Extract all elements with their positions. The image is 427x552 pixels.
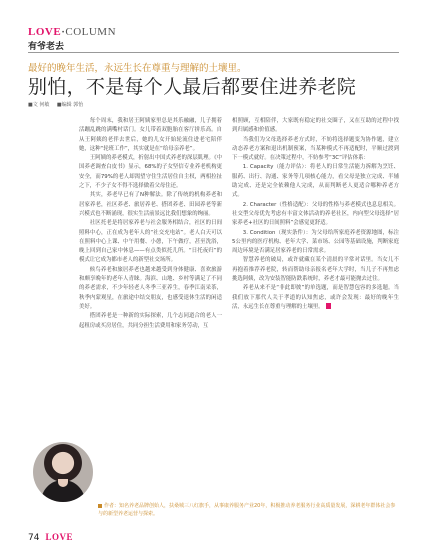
author-portrait bbox=[33, 442, 93, 502]
author-note bbox=[98, 502, 398, 518]
end-mark-icon bbox=[326, 303, 331, 309]
magazine-column-header bbox=[28, 26, 116, 38]
closing-paragraph bbox=[232, 284, 399, 312]
byline-author: ■文 何敏 bbox=[28, 102, 50, 108]
right-column bbox=[232, 117, 399, 312]
left-column bbox=[79, 117, 222, 331]
paragraph: 其实，养老早已有了N种解法。除了传统的机构养老和居家养老，社区养老、旅居养老、搭团养老、田园养老等新兴模式也不断涌现，很实生活前景远比我们想象的绚丽。 bbox=[79, 192, 222, 217]
paragraph: 候鸟养老和旅居养老也越来越受到身体健康、喜欢旅游和颇享晚年的老年人青睐。海滨、山地、乡村等满足了不同的养老需求，不少年轻老人冬季三亚养生，春季江南采茶，秋季内蒙观星，在旅途中结交朋友，也感受退休生活的闲适美好。 bbox=[79, 266, 222, 310]
page-number: 74 bbox=[28, 533, 40, 543]
paragraph: 智慧养老的破局，或许就藏在某个清晨的平常对话里。当女儿不再抱着推荐养老院，转而帮助母亲报名老年大学时，当儿子不再焦虑挑选阿姨，改为安装智能防跌系统时，养老才最可能抛去过往。 bbox=[232, 257, 399, 283]
header-divider bbox=[28, 52, 399, 53]
footer-magazine-name: LOVE bbox=[45, 532, 73, 542]
paragraph: 社区托老是将居家养老与社会服务相结合，社区的日间照料中心，正在成为老年人的“社交充电站”。老人白天可以在照料中心上课、中午用餐、小憩，下午做疗，甚至洗浴，晚上回到自己家中休息——有点类似托儿所。“日托夜归”的模式让它成为都市老人的新型社交场所。 bbox=[79, 220, 222, 264]
paragraph: 王阿姨的养老模式，折射出中国式养老的深层肌理。《中国养老调查白皮书》显示，68%的子女坚信专业养老机构更安全，而79%的老人却渴望守住生活居住自主权，两相拉扯之下，不少子女不得不选择做着父母住还。 bbox=[79, 155, 222, 190]
paragraph-text: 养老从来不是“非此即彼”的单选题，而是智慧包容的多选题。当我们放下那代人关于孝道的认知焦虑，或许会发现：最好的晚年生活，永远生长在尊重与理解的土壤里。 bbox=[232, 285, 399, 310]
paragraph: 3. Condition（现实条件）：为父母给所家庭养老资源地图，标注5公里内的医疗机构、老年大学、菜市场、公园等基础设施，判断家庭周边环境是否满足居家养老的日常需求。 bbox=[232, 229, 399, 255]
header-separator: · bbox=[61, 26, 66, 38]
author-note-text: 作者：知名养老品牌创始人，扶桑城三八红旗手，从事康养服务产业20年，积极推动养老服务行业高质量发展，深耕老年群体社会参与的新型养老运营与探索。 bbox=[98, 503, 396, 517]
page-footer bbox=[28, 532, 73, 543]
paragraph: 1. Capacity（能力评估）：将老人的日常生活能力拆解为烹饪、服药、出行、沟通、家务等几项核心能力，看父母是独立完成、半辅助完成、还是完全依赖他人完成，从而判断老人更适合哪种养老方式。 bbox=[232, 164, 399, 199]
article-title: 别怕，不是每个人最后都要住进养老院 bbox=[28, 76, 357, 98]
byline bbox=[28, 101, 89, 108]
column-label: COLUMN bbox=[65, 26, 117, 38]
paragraph: 搭团养老是一种新的实际探索，几个志同道合的老人一起租房或买房居住，共同分担生活费用和家务劳动，互 bbox=[79, 313, 222, 329]
paragraph: 每个周末，我和居王阿姨家里总是其乐融融，儿子拥着活蹦乱跳的满嘴村话门。女儿带着双胞胎在客厅拼乐高。自从王阿姨的老伴去世后，她的儿女开始轮流住进老宅陪伴她，这种“轮班工作”，其实就是在“给母亲养老”。 bbox=[79, 118, 222, 152]
column-subtitle: 有爷老去 bbox=[28, 42, 65, 52]
brand-label: LOVE bbox=[28, 26, 62, 38]
bullet-icon bbox=[98, 504, 102, 508]
paragraph: 相照顾，互相陪伴，大家既有稳定的社交圈子，又在互助的过程中找到归属感和价值感。 bbox=[232, 118, 399, 134]
article-deck: 最好的晚年生活，永远生长在尊重与理解的土壤里。 bbox=[28, 63, 247, 74]
byline-editor: ■编辑 郭怡 bbox=[56, 102, 84, 108]
paragraph: 当我们为父母选择养老方式时，不妨将选择题变为协作题，建立动态养老方案和退出机制预案，当某种模式不再适配时，平顺过渡到下一模式就好。在决策过程中，不妨参考“3C”评估体系： bbox=[232, 136, 399, 162]
paragraph: 2. Character（性格适配）：父母的性格与养老模式也息息相关。社交型父母优先考虑有丰富文体活动的养老社区，内向型父母选择“居家养老+社区的日间照料”会感觉更舒适。 bbox=[232, 201, 399, 227]
